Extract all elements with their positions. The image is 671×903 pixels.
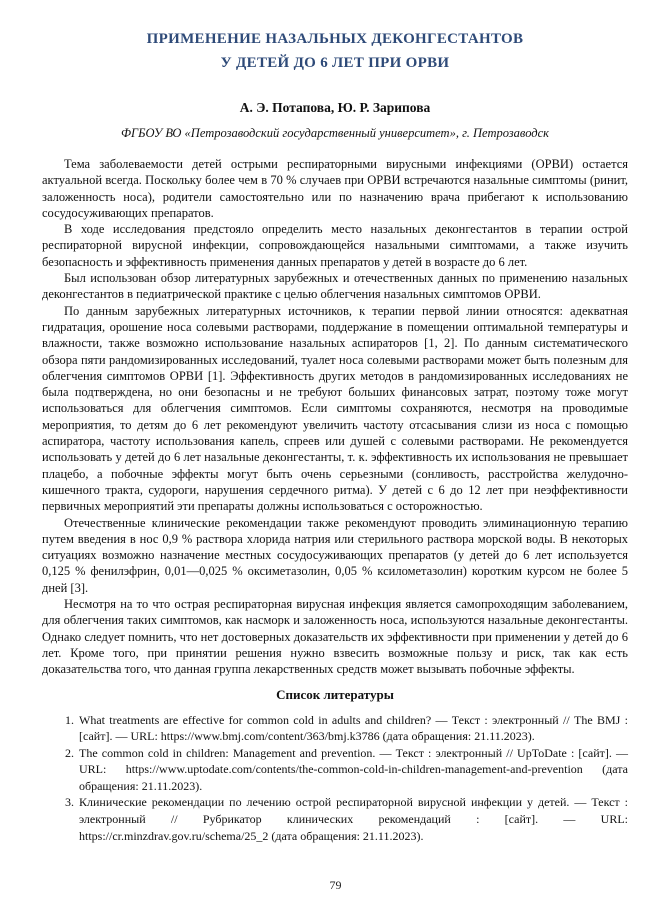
article-body (42, 156, 628, 678)
article-title-line1: ПРИМЕНЕНИЕ НАЗАЛЬНЫХ ДЕКОНГЕСТАНТОВ (146, 31, 524, 47)
body-paragraph: В ходе исследования предстояло определить место назальных деконгестантов в терапии острой респираторной вирусной инфекции, сопровождающейся назальными симптомами, а также изучить безопасность и эффективность применения данных препаратов у детей в возрасте до 6 лет. (42, 222, 628, 269)
page-number: 79 (329, 878, 342, 892)
references-list (42, 712, 628, 845)
body-paragraph: По данным зарубежных литературных источников, к терапии первой линии относятся: адекватная гидратация, орошение носа солевыми растворами, поддержание в помещении оптимальной температуры и влажности, также возможно использование назальных аспираторов [1, 2]. По данным систематического обзора пяти рандомизированных исследований, туалет носа солевыми растворами может быть полезным для облегчения симптомов ОРВИ [1]. Эффективность других методов в рандомизированных исследованиях не была подтверждена, но они безопасны и не требуют больших финансовых затрат, поэтому тоже могут использоваться для облегчения симптомов. Если симптомы сохраняются, несмотря на проводимые мероприятия, то детям до 6 лет рекомендуют увеличить частоту отсасывания слизи из носа с помощью аспиратора, частоту использования капель, спреев или душей с солевыми растворами. Не рекомендуется использовать у детей до 6 лет назальные деконгестанты, т. к. эффективность их использования не превышает плацебо, а побочные эффекты могут быть очень серьезными (сонливость, расстройства желудочно-кишечного тракта, судороги, нарушения сердечного ритма). У детей с 6 до 12 лет при неэффективности первичных мероприятий эти препараты должны использоваться с осторожностью. (42, 303, 628, 514)
body-paragraph: Несмотря на то что острая респираторная вирусная инфекция является самопроходящим заболеванием, для облегчения таких симптомов, как насморк и заложенность носа, используются назальные деконгестанты. Однако следует помнить, что нет достоверных доказательств их эффективности при применении у детей до 6 лет. Кроме того, при принятии решения нужно взвесить возможные пользу и риск, так как есть доказательства того, что данная группа лекарственных средств может вызывать побочные эффекты. (42, 597, 628, 677)
body-paragraph: Тема заболеваемости детей острыми респираторными вирусными инфекциями (ОРВИ) остается актуальной всегда. Поскольку более чем в 70 % случаев при ОРВИ встречаются назальные симптомы (ринит, заложенность носа), родители самостоятельно или по назначению врача прибегают к использованию сосудосуживающих препаратов. (42, 157, 628, 220)
reference-item: 2. The common cold in children: Management and prevention. — Текст : электронный // UpToDate : [сайт]. — URL: https://www.uptodate.com/contents/the-common-cold-in-children-management-and-prevention (дата обращения: 21.11.2023). (77, 745, 628, 795)
reference-item: 1. What treatments are effective for common cold in adults and children? — Текст : электронный // The BMJ : [сайт]. — URL: https://www.bmj.com/content/363/bmj.k3786 (дата обращения: 21.11.2023). (77, 712, 628, 745)
reference-item: 3. Клинические рекомендации по лечению острой респираторной вирусной инфекции у детей. — Текст : электронный // Рубрикатор клинических рекомендаций : [сайт]. — URL: https://cr.minzdrav.gov.ru/schema/25_2 (дата обращения: 21.11.2023). (77, 794, 628, 844)
body-paragraph: Был использован обзор литературных зарубежных и отечественных данных по применению назальных деконгестантов в педиатрической практике с целью облегчения назальных симптомов ОРВИ. (42, 271, 628, 302)
body-paragraph: Отечественные клинические рекомендации также рекомендуют проводить элиминационную терапию путем введения в нос 0,9 % раствора хлорида натрия или стерильного раствора морской воды. В некоторых ситуациях возможно назначение местных сосудосуживающих препаратов (у детей до 6 лет используется 0,125 % фенилэфрин, 0,01—0,025 % оксиметазолин, 0,05 % ксилометазолин) коротким курсом не более 5 дней [3]. (42, 515, 628, 595)
references-heading: Список литературы (276, 686, 394, 702)
article-title (42, 27, 628, 75)
authors: А. Э. Потапова, Ю. Р. Зарипова (239, 100, 431, 115)
affiliation: ФГБОУ ВО «Петрозаводский государственный университет», г. Петрозаводск (120, 126, 549, 140)
article-title-line2: У ДЕТЕЙ ДО 6 ЛЕТ ПРИ ОРВИ (220, 55, 450, 71)
